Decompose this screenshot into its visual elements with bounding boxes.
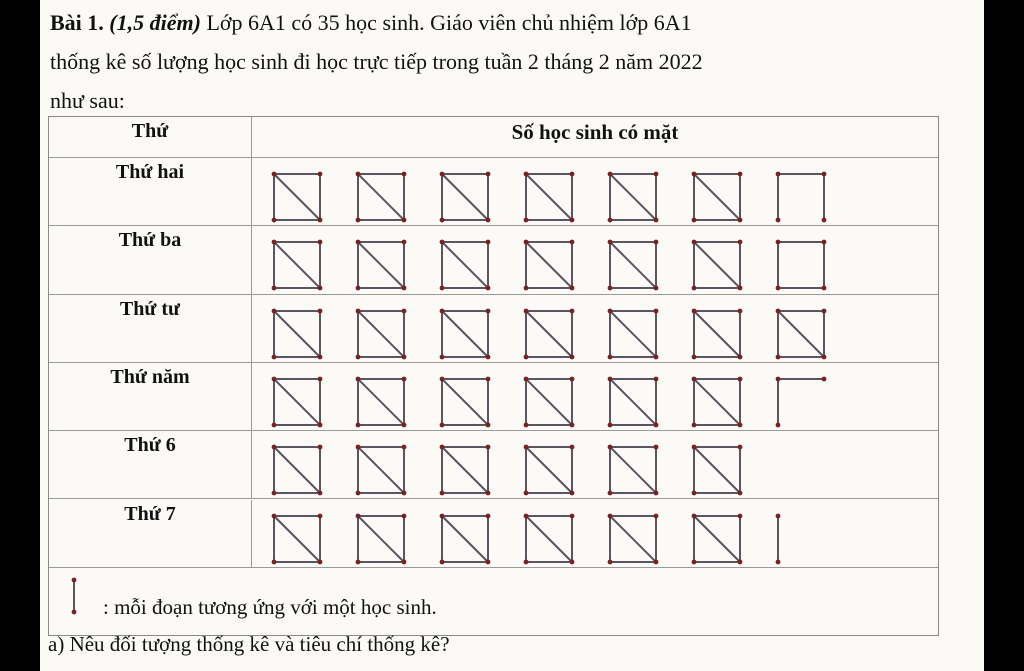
tally-dot (402, 308, 407, 313)
tally-dot (524, 491, 529, 496)
tally-dot (570, 308, 575, 313)
tally-dot (692, 240, 697, 245)
tally-dot (822, 354, 827, 359)
tally-dot (402, 172, 407, 177)
tally-segment (358, 516, 404, 562)
tally-dot (486, 172, 491, 177)
tally-dot (654, 422, 659, 427)
tally-dot (440, 422, 445, 427)
tally-group (440, 376, 491, 427)
tally-dot (654, 172, 659, 177)
tally-marks (252, 295, 937, 361)
tally-dot (738, 445, 743, 450)
tally-dot (738, 376, 743, 381)
tally-dot (440, 354, 445, 359)
tally-group (524, 376, 575, 427)
tally-dot (524, 240, 529, 245)
tally-dot (822, 218, 827, 223)
tally-dot (822, 172, 827, 177)
tally-dot (776, 172, 781, 177)
tally-dot (272, 172, 277, 177)
tally-segment (610, 311, 656, 357)
tally-dot (440, 376, 445, 381)
table-header-row (49, 117, 938, 158)
tally-dot (776, 240, 781, 245)
tally-dot (692, 491, 697, 496)
tally-dot (524, 445, 529, 450)
tally-group (440, 240, 491, 291)
tally-group (356, 308, 407, 359)
tally-group (608, 513, 659, 564)
tally-group (356, 240, 407, 291)
tally-dot (318, 172, 323, 177)
tally-dot (608, 240, 613, 245)
tally-dot (776, 559, 781, 564)
tally-segment (694, 447, 740, 493)
tally-dot (776, 308, 781, 313)
tally-group (776, 308, 827, 359)
tally-group (692, 240, 743, 291)
tally-dot (318, 218, 323, 223)
tally-group (440, 513, 491, 564)
tally-dot (738, 354, 743, 359)
tally-segment (274, 242, 320, 288)
tally-segment (526, 447, 572, 493)
day-label: Thứ tư (119, 297, 181, 320)
tally-dot (776, 422, 781, 427)
tally-dot (356, 445, 361, 450)
tally-dot (608, 491, 613, 496)
tally-segment (610, 447, 656, 493)
tally-marks (252, 431, 937, 497)
header-count: Số học sinh có mặt (511, 120, 679, 144)
tally-dot (318, 376, 323, 381)
tally-dot (356, 513, 361, 518)
tally-dot (776, 218, 781, 223)
tally-segment (442, 174, 488, 220)
tally-dot (570, 376, 575, 381)
tally-group (440, 172, 491, 223)
tally-dot (570, 422, 575, 427)
tally-dot (356, 308, 361, 313)
tally-dot (486, 445, 491, 450)
tally-partial-group (776, 513, 781, 564)
tally-dot (524, 422, 529, 427)
day-label: Thứ năm (110, 365, 190, 388)
tally-dot (570, 445, 575, 450)
day-cell (49, 363, 252, 430)
tally-dot (570, 491, 575, 496)
tally-dot (608, 445, 613, 450)
tally-dot (608, 172, 613, 177)
tally-dot (654, 491, 659, 496)
tally-segment (778, 311, 824, 357)
tally-segment (442, 311, 488, 357)
header-day-cell (49, 117, 252, 157)
tally-dot (318, 240, 323, 245)
question-a: a) Nêu đối tượng thống kê và tiêu chí thống kê? (48, 632, 450, 656)
tally-marks (252, 363, 937, 429)
tally-dot (738, 240, 743, 245)
tally-group (692, 172, 743, 223)
tally-dot (486, 286, 491, 291)
tally-partial-group (776, 172, 827, 223)
intro-line-1 (50, 3, 965, 42)
tally-partial-group (776, 376, 827, 427)
tally-dot (356, 376, 361, 381)
tally-dot (402, 240, 407, 245)
tally-segment (526, 174, 572, 220)
tally-dot (654, 354, 659, 359)
tally-dot (486, 218, 491, 223)
tally-dot (608, 218, 613, 223)
tally-dot (272, 354, 277, 359)
tally-dot (402, 513, 407, 518)
tally-dot (692, 172, 697, 177)
tally-dot (486, 376, 491, 381)
tally-dot (318, 445, 323, 450)
tally-dot (272, 308, 277, 313)
tally-dot (440, 491, 445, 496)
tally-group (440, 308, 491, 359)
tally-group (692, 513, 743, 564)
tally-dot (654, 513, 659, 518)
day-label: Thứ ba (118, 229, 182, 252)
tally-dot (570, 354, 575, 359)
header-count-cell (252, 117, 938, 157)
tally-group (272, 376, 323, 427)
tally-group (272, 513, 323, 564)
tally-dot (318, 513, 323, 518)
tally-group (608, 445, 659, 496)
tally-dot (272, 218, 277, 223)
tally-segment (694, 516, 740, 562)
tally-dot (272, 445, 277, 450)
day-cell (49, 295, 252, 362)
tally-dot (524, 286, 529, 291)
tally-segment (442, 447, 488, 493)
tally-segment (274, 379, 320, 425)
tally-marks (252, 158, 937, 224)
tally-dot (608, 513, 613, 518)
tally-dot (318, 354, 323, 359)
tally-segment (526, 242, 572, 288)
tally-group (524, 445, 575, 496)
tally-segment (694, 174, 740, 220)
table-row (49, 500, 938, 568)
tally-group (524, 172, 575, 223)
tally-dot (692, 308, 697, 313)
tally-dot (776, 376, 781, 381)
tally-dot (524, 513, 529, 518)
tally-dot (524, 559, 529, 564)
table-row (49, 295, 938, 363)
tally-dot (692, 354, 697, 359)
intro-line-3: như sau: (50, 88, 125, 113)
tally-dot (318, 491, 323, 496)
tally-segment (442, 379, 488, 425)
tally-dot (822, 240, 827, 245)
day-label: Thứ 6 (124, 434, 176, 457)
tally-dot (402, 286, 407, 291)
tally-dot (776, 513, 781, 518)
legend-text: : mỗi đoạn tương ứng với một học sinh. (103, 595, 437, 619)
tally-dot (486, 559, 491, 564)
tally-dot (738, 491, 743, 496)
tally-dot (654, 559, 659, 564)
tally-segment (526, 516, 572, 562)
day-label: Thứ hai (115, 161, 185, 183)
tally-dot (608, 376, 613, 381)
tally-group (272, 240, 323, 291)
document-page (40, 0, 984, 671)
tally-dot (608, 308, 613, 313)
legend (49, 568, 938, 635)
day-cell (49, 226, 252, 293)
tally-dot (608, 559, 613, 564)
tally-dot (692, 445, 697, 450)
intro-text-1: Lớp 6A1 có 35 học sinh. Giáo viên chủ nhiệm lớp 6A1 (206, 10, 692, 35)
tally-dot (524, 172, 529, 177)
table-row (49, 431, 938, 499)
tally-group (272, 308, 323, 359)
tally-segment-icon (65, 574, 85, 624)
tally-dot (692, 218, 697, 223)
tally-segment (274, 516, 320, 562)
tally-dot (608, 422, 613, 427)
tally-dot (356, 491, 361, 496)
attendance-table (48, 116, 939, 636)
tally-dot (440, 559, 445, 564)
tally-dot (654, 308, 659, 313)
tally-dot (608, 354, 613, 359)
tally-dot (654, 445, 659, 450)
tally-group (608, 308, 659, 359)
tally-segment (274, 447, 320, 493)
tally-dot (654, 240, 659, 245)
tally-segment (442, 242, 488, 288)
tally-dot (356, 422, 361, 427)
tally-dot (440, 218, 445, 223)
tally-group (356, 376, 407, 427)
tally-dot (440, 172, 445, 177)
tally-group (524, 308, 575, 359)
tally-segment (694, 242, 740, 288)
tally-dot (524, 376, 529, 381)
table-row (49, 363, 938, 431)
tally-marks (252, 226, 937, 292)
tally-dot (654, 218, 659, 223)
tally-segment (610, 516, 656, 562)
tally-dot (524, 308, 529, 313)
tally-dot (272, 422, 277, 427)
tally-dot (692, 559, 697, 564)
tally-group (692, 308, 743, 359)
tally-dot (524, 218, 529, 223)
tally-dot (318, 286, 323, 291)
exercise-label: Bài 1. (50, 10, 104, 35)
tally-dot (356, 286, 361, 291)
tally-dot (402, 445, 407, 450)
tally-group (356, 445, 407, 496)
tally-dot (356, 354, 361, 359)
intro-line-2: thống kê số lượng học sinh đi học trực tiếp trong tuần 2 tháng 2 năm 2022 (50, 49, 703, 74)
tally-group (608, 240, 659, 291)
tally-group (692, 445, 743, 496)
tally-dot (272, 286, 277, 291)
tally-dot (356, 172, 361, 177)
table-row (49, 226, 938, 294)
header-day: Thứ (131, 120, 169, 142)
tally-dot (486, 491, 491, 496)
tally-dot (570, 513, 575, 518)
tally-dot (440, 513, 445, 518)
tally-dot (738, 172, 743, 177)
tally-dot (402, 218, 407, 223)
tally-dot (570, 218, 575, 223)
tally-dot (608, 286, 613, 291)
tally-group (608, 172, 659, 223)
tally-segment (610, 174, 656, 220)
tally-dot (486, 240, 491, 245)
tally-dot (356, 218, 361, 223)
points-label: (1,5 điểm) (109, 10, 201, 35)
tally-dot (570, 172, 575, 177)
tally-dot (272, 513, 277, 518)
tally-partial-group (776, 240, 827, 291)
tally-segment (526, 379, 572, 425)
tally-segment (358, 447, 404, 493)
tally-group (608, 376, 659, 427)
tally-dot (738, 559, 743, 564)
tally-dot (402, 376, 407, 381)
tally-segment (358, 242, 404, 288)
tally-dot (486, 354, 491, 359)
tally-dot (570, 286, 575, 291)
tally-dot (318, 559, 323, 564)
tally-dot (356, 559, 361, 564)
tally-segment (358, 311, 404, 357)
day-cell (49, 500, 252, 567)
tally-dot (738, 513, 743, 518)
tally-dot (738, 422, 743, 427)
tally-group (524, 513, 575, 564)
tally-group (272, 172, 323, 223)
tally-dot (318, 422, 323, 427)
tally-dot (440, 240, 445, 245)
tally-segment (694, 311, 740, 357)
tally-dot (822, 286, 827, 291)
tally-segment (274, 311, 320, 357)
tally-group (692, 376, 743, 427)
tally-segment (694, 379, 740, 425)
tally-segment (526, 311, 572, 357)
tally-dot (440, 286, 445, 291)
tally-group (356, 513, 407, 564)
tally-dot (356, 240, 361, 245)
tally-dot (402, 354, 407, 359)
tally-dot (692, 422, 697, 427)
tally-dot (402, 559, 407, 564)
tally-dot (272, 559, 277, 564)
tally-segment (610, 242, 656, 288)
problem-statement (50, 3, 965, 120)
tally-dot (486, 422, 491, 427)
tally-dot (738, 218, 743, 223)
tally-segment (442, 516, 488, 562)
tally-dot (486, 308, 491, 313)
tally-dot (654, 376, 659, 381)
tally-dot (570, 559, 575, 564)
tally-dot (524, 354, 529, 359)
tally-segment (610, 379, 656, 425)
tally-dot (738, 308, 743, 313)
tally-dot (440, 308, 445, 313)
day-label: Thứ 7 (124, 502, 176, 525)
tally-dot (738, 286, 743, 291)
tally-group (272, 445, 323, 496)
tally-dot (440, 445, 445, 450)
day-cell (49, 158, 252, 225)
tally-dot (692, 376, 697, 381)
tally-dot (822, 308, 827, 313)
tally-dot (272, 491, 277, 496)
tally-dot (692, 286, 697, 291)
tally-dot (272, 240, 277, 245)
tally-marks (252, 500, 937, 566)
tally-segment (358, 379, 404, 425)
tally-segment (358, 174, 404, 220)
tally-dot (692, 513, 697, 518)
tally-dot (822, 376, 827, 381)
tally-dot (318, 308, 323, 313)
tally-dot (402, 491, 407, 496)
tally-dot (570, 240, 575, 245)
tally-dot (402, 422, 407, 427)
tally-dot (272, 376, 277, 381)
tally-group (440, 445, 491, 496)
table-row (49, 158, 938, 226)
day-cell (49, 431, 252, 498)
tally-dot (776, 286, 781, 291)
tally-dot (654, 286, 659, 291)
tally-group (356, 172, 407, 223)
tally-group (524, 240, 575, 291)
tally-segment (274, 174, 320, 220)
tally-dot (776, 354, 781, 359)
tally-dot (486, 513, 491, 518)
